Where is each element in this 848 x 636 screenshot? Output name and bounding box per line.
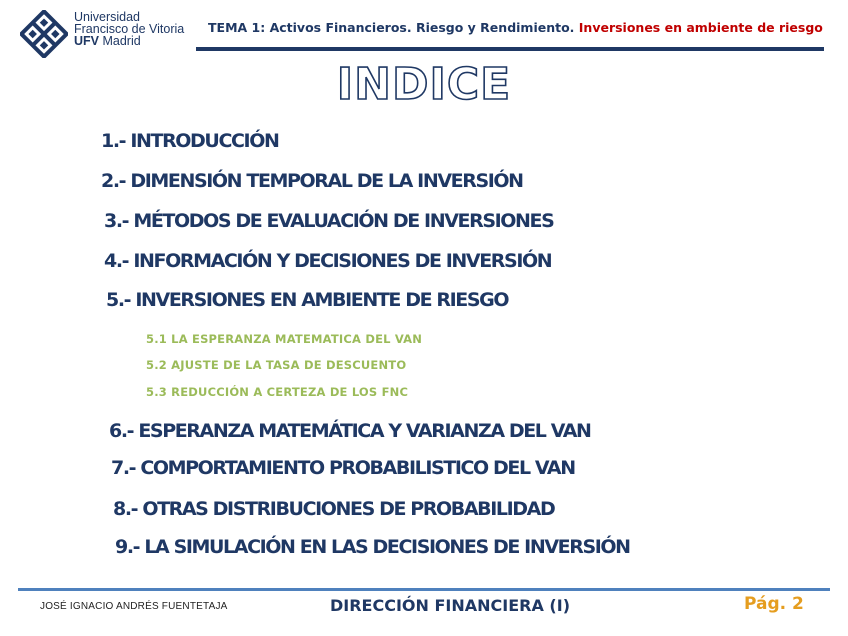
index-subitem-5-1: 5.1 LA ESPERANZA MATEMATICA DEL VAN [146, 332, 423, 346]
index-item-6: 6.- ESPERANZA MATEMÁTICA Y VARIANZA DEL VAN [109, 420, 591, 442]
university-line-1: Universidad [74, 10, 141, 24]
topic-highlight: Inversiones en ambiente de riesgo [578, 20, 823, 35]
index-item-7: 7.- COMPORTAMIENTO PROBABILISTICO DEL VAN [111, 457, 575, 479]
header-divider [196, 47, 824, 51]
page-title: INDICE [336, 59, 512, 110]
index-item-9: 9.- LA SIMULACIÓN EN LAS DECISIONES DE INVERSIÓN [115, 536, 630, 558]
topic-prefix: TEMA 1: Activos Financieros. Riesgo y Rendimiento. [208, 20, 579, 35]
page-number: Pág. 2 [744, 594, 804, 614]
university-line-3 [74, 35, 184, 47]
university-line-2: Francisco de Vitoria [74, 22, 185, 36]
university-ufv: UFV [74, 34, 99, 48]
index-item-5: 5.- INVERSIONES EN AMBIENTE DE RIESGO [106, 289, 509, 311]
index-item-1: 1.- INTRODUCCIÓN [101, 130, 279, 152]
index-item-3: 3.- MÉTODOS DE EVALUACIÓN DE INVERSIONES [104, 210, 554, 232]
university-city: Madrid [99, 34, 141, 48]
footer-divider [18, 588, 830, 591]
index-subitem-5-2: 5.2 AJUSTE DE LA TASA DE DESCUENTO [146, 358, 407, 372]
index-item-4: 4.- INFORMACIÓN Y DECISIONES DE INVERSIÓN [104, 250, 552, 272]
header-topic [208, 20, 823, 35]
index-item-8: 8.- OTRAS DISTRIBUCIONES DE PROBABILIDAD [113, 498, 555, 520]
footer-subject: DIRECCIÓN FINANCIERA (I) [330, 596, 571, 615]
index-item-2: 2.- DIMENSIÓN TEMPORAL DE LA INVERSIÓN [101, 170, 523, 192]
ufv-logo-icon [20, 10, 68, 58]
university-name [74, 11, 184, 47]
index-subitem-5-3: 5.3 REDUCCIÓN A CERTEZA DE LOS FNC [146, 385, 409, 399]
footer-author: JOSÉ IGNACIO ANDRÉS FUENTETAJA [40, 601, 228, 612]
